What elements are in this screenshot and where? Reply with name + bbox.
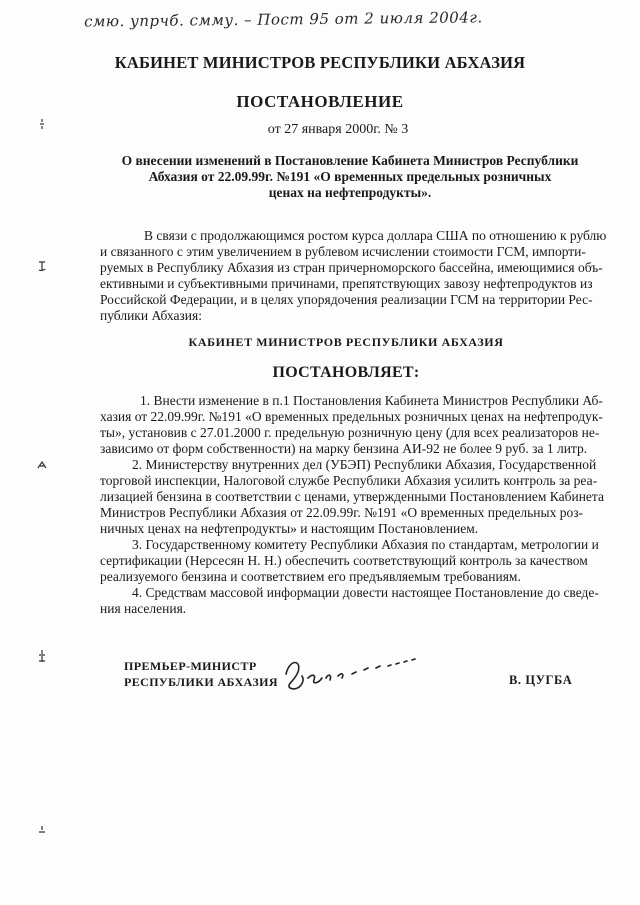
signatory-title-line: ПРЕМЬЕР-МИНИСТР xyxy=(124,659,257,673)
cabinet-heading: КАБИНЕТ МИНИСТРОВ РЕСПУБЛИКИ АБХАЗИЯ xyxy=(188,335,504,349)
resolution-items xyxy=(100,393,604,617)
date-number-line: от 27 января 2000г. № 3 xyxy=(267,122,409,137)
subject-heading xyxy=(120,153,580,201)
subject-line: Абхазия от 22.09.99г. №191 «О временных предельных розничных xyxy=(148,169,552,184)
subject-line: О внесении изменений в Постановление Кабинета Министров Республики xyxy=(121,153,579,168)
signer-name: В. ЦУГБА xyxy=(509,673,573,687)
item-line: ты», установив с 27.01.2000 г. предельную розничную цену (для всех реализаторов не- xyxy=(100,425,600,440)
document-type-title: ПОСТАНОВЛЕНИЕ xyxy=(236,92,404,111)
preamble-line: В связи с продолжающимся ростом курса доллара США по отношению к рублю xyxy=(144,228,607,243)
preamble-line: публики Абхазия: xyxy=(100,308,202,323)
preamble-paragraph xyxy=(100,228,607,324)
item-line: 2. Министерству внутренних дел (УБЭП) Республики Абхазия, Государственной xyxy=(132,457,597,472)
item-line: реализуемого бензина и соответствием его предъявляемым требованиям. xyxy=(100,569,521,584)
preamble-line: и связанного с этим увеличением в рублевом исчислении стоимости ГСМ, импорти- xyxy=(100,244,586,259)
item-line: Министров Республики Абхазия от 22.09.99г. №191 «О временных предельных роз- xyxy=(100,505,584,520)
margin-hole-mark xyxy=(34,822,50,838)
signatory-title-line: РЕСПУБЛИКИ АБХАЗИЯ xyxy=(124,675,278,689)
margin-hole-mark xyxy=(34,116,50,132)
organization-title: КАБИНЕТ МИНИСТРОВ РЕСПУБЛИКИ АБХАЗИЯ xyxy=(114,53,526,72)
item-line: ния населения. xyxy=(100,601,187,616)
item-line: 1. Внести изменение в п.1 Постановления Кабинета Министров Республики Аб- xyxy=(140,393,603,408)
resolves-heading: ПОСТАНОВЛЯЕТ: xyxy=(272,364,420,381)
item-line: торговой инспекции, Налоговой службе Республики Абхазия усилить контроль за реа- xyxy=(100,473,598,488)
handwritten-signature xyxy=(280,648,430,698)
item-line: хазия от 22.09.99г. №191 «О временных предельных розничных ценах на нефтепродук- xyxy=(100,409,603,424)
subject-line: ценах на нефтепродукты». xyxy=(268,185,432,200)
preamble-line: Российской Федерации, и в целях упорядочения реализации ГСМ на территории Рес- xyxy=(100,292,593,307)
handwritten-note: смю. упрчб. смму. – Пост 95 от 2 июля 2004г. xyxy=(83,8,483,31)
item-line: лизацией бензина в соответствии с ценами, утвержденными Постановлением Кабинета xyxy=(100,489,604,504)
item-line: ничных ценах на нефтепродукты» и настоящим Постановлением. xyxy=(100,521,479,536)
preamble-line: ективными и субъективными причинами, препятствующих завозу нефтепродуктов из xyxy=(100,276,593,291)
item-line: сертификации (Нерсесян Н. Н.) обеспечить соответствующий контроль за качеством xyxy=(100,553,588,568)
margin-hole-mark xyxy=(34,458,50,474)
item-line: 3. Государственному комитету Республики Абхазия по стандартам, метрологии и xyxy=(132,537,599,552)
signatory-title xyxy=(124,658,278,690)
item-line: зависимо от форм собственности) на марку бензина АИ-92 не более 9 руб. за 1 литр. xyxy=(100,441,588,456)
margin-hole-mark xyxy=(34,648,50,664)
preamble-line: руемых в Республику Абхазия из стран причерноморского бассейна, имеющимися объ- xyxy=(100,260,603,275)
item-line: 4. Средствам массовой информации довести настоящее Постановление до сведе- xyxy=(132,585,599,600)
margin-hole-mark xyxy=(34,258,50,274)
